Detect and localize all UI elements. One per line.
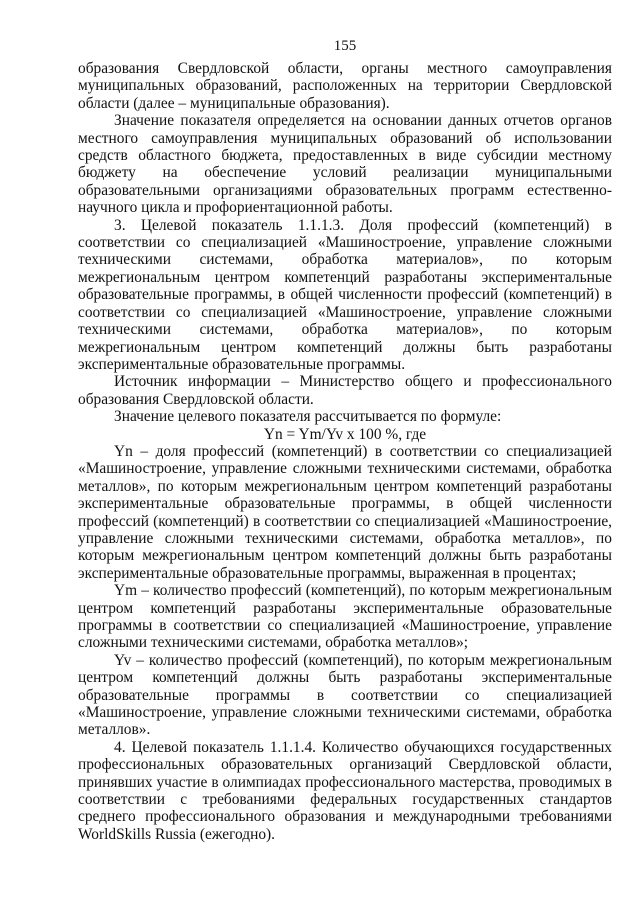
paragraph-7: Ym – количество профессий (компетенций), по которым межрегиональным центром компетенций разработаны экспериментальные образовательные программы в соответствии со специализацией «Машиностроение, управление сложными техническими системами, обработка металлов»; xyxy=(78,582,612,652)
paragraph-9: 4. Целевой показатель 1.1.1.4. Количество обучающихся государственных профессиональных образовательных организаций Свердловской области, принявших участие в олимпиадах профессионального мастерства, проводимых в соответствии с требованиями федеральных государственных стандартов среднего профессионального образования и международными требованиями WorldSkills Russia (ежегодно). xyxy=(78,738,612,843)
paragraph-1: образования Свердловской области, органы местного самоуправления муниципальных образований, расположенных на территории Свердловской области (далее – муниципальные образования). xyxy=(78,60,612,112)
paragraph-3: 3. Целевой показатель 1.1.1.3. Доля профессий (компетенций) в соответствии со специализацией «Машиностроение, управление сложными техническими системами, обработка материалов», по которым межрегиональным центром компетенций разработаны экспериментальные образовательные программы, в общей численности профессий (компетенций) в соответствии со специализацией «Машиностроение, управление сложными техническими системами, обработка материалов», по которым межрегиональным центром компетенций должны быть разработаны экспериментальные образовательные программы. xyxy=(78,216,612,373)
page-number: 155 xyxy=(333,38,357,54)
paragraph-2: Значение показателя определяется на основании данных отчетов органов местного самоуправления муниципальных образований об использовании средств областного бюджета, предоставленных в виде субсидии местному бюджету на обеспечение условий реализации муниципальными образовательными организациями образовательных программ естественно-научного цикла и профориентационной работы. xyxy=(78,112,612,217)
paragraph-5: Значение целевого показателя рассчитывается по формуле: xyxy=(114,408,502,426)
formula: Yn = Ym/Yv x 100 %, где xyxy=(263,425,427,443)
paragraph-4: Источник информации – Министерство общего и профессионального образования Свердловской области. xyxy=(78,373,612,408)
paragraph-6: Yn – доля профессий (компетенций) в соответствии со специализацией «Машиностроение, управление сложными техническими системами, обработка металлов», по которым межрегиональным центром компетенций разработаны экспериментальные образовательные программы, в общей численности профессий (компетенций) в соответствии со специализацией «Машиностроение, управление сложными техническими системами, обработка металлов», по которым межрегиональным центром компетенций должны быть разработаны экспериментальные образовательные программы, выраженная в процентах; xyxy=(78,442,612,582)
paragraph-8: Yv – количество профессий (компетенций), по которым межрегиональным центром компетенций должны быть разработаны экспериментальные образовательные программы в соответствии со специализацией «Машиностроение, управление сложными техническими системами, обработка металлов». xyxy=(78,651,612,739)
